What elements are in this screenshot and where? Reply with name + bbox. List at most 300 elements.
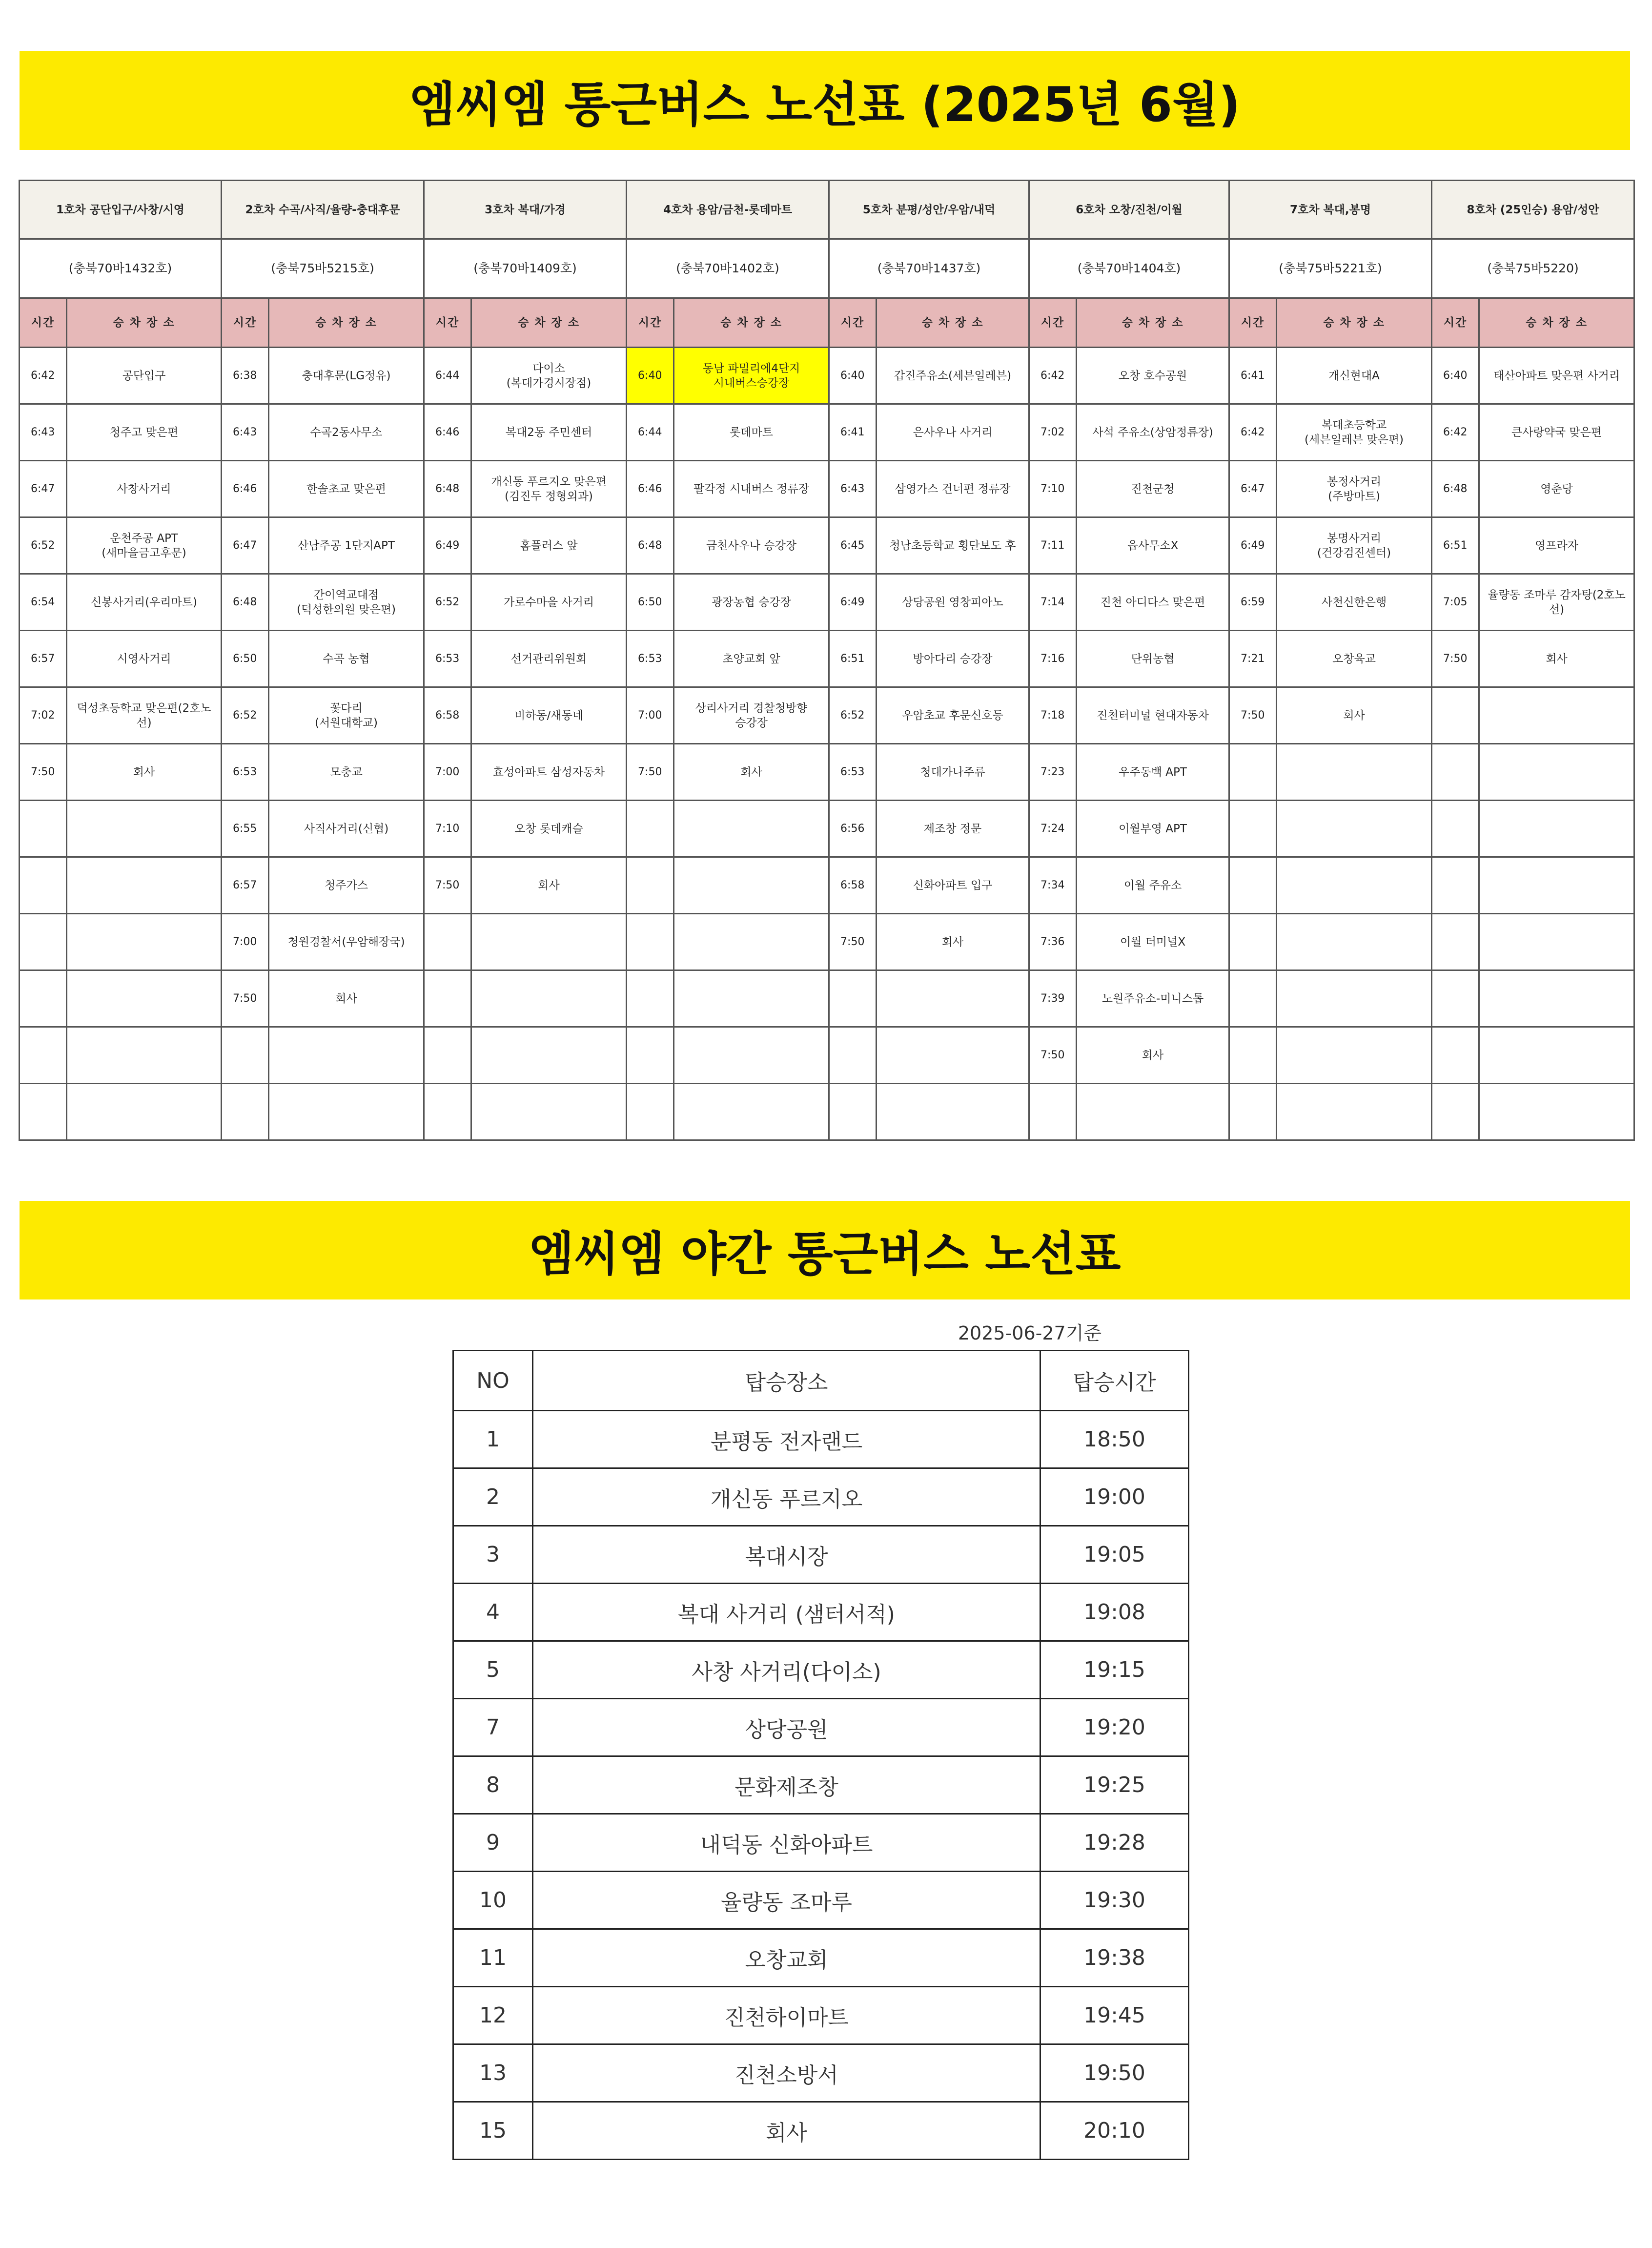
stop-time: 6:46 (424, 404, 471, 461)
stop-place: 우암초교 후문신호등 (877, 687, 1029, 744)
stop-place: 꽃다리 (서원대학교) (269, 687, 424, 744)
table-row (453, 1814, 1189, 1872)
time-header: 시간 (829, 298, 877, 348)
stop-place (1479, 687, 1634, 744)
night-stop-number: 3 (453, 1526, 533, 1584)
night-no-header: NO (453, 1351, 533, 1411)
stop-time (424, 1027, 471, 1084)
stop-time: 6:49 (829, 574, 877, 631)
stop-place (1277, 744, 1432, 801)
time-header: 시간 (222, 298, 269, 348)
stop-time: 6:43 (20, 404, 67, 461)
stop-place: 이월부영 APT (1077, 801, 1229, 857)
stop-time: 6:44 (627, 404, 674, 461)
table-row (453, 1756, 1189, 1814)
stop-time: 7:23 (1029, 744, 1077, 801)
stop-place: 청남초등학교 횡단보도 후 (877, 517, 1029, 574)
night-stop-place: 회사 (533, 2102, 1040, 2160)
night-stop-number: 12 (453, 1987, 533, 2044)
stop-time: 6:53 (222, 744, 269, 801)
place-header: 승 차 장 소 (1277, 298, 1432, 348)
stop-place (674, 801, 829, 857)
stop-place (674, 1027, 829, 1084)
stop-place: 수곡 농협 (269, 631, 424, 687)
stop-place: 수곡2동사무소 (269, 404, 424, 461)
stop-time: 6:49 (1229, 517, 1277, 574)
stop-place: 청주고 맞은편 (67, 404, 222, 461)
stop-time: 6:50 (627, 574, 674, 631)
stop-place (1479, 1027, 1634, 1084)
table-row (20, 574, 1634, 631)
table-row (453, 1468, 1189, 1526)
stop-time: 6:48 (627, 517, 674, 574)
stop-place: 롯데마트 (674, 404, 829, 461)
stop-place: 청대가나주류 (877, 744, 1029, 801)
night-stop-number: 15 (453, 2102, 533, 2160)
stop-place (1077, 1084, 1229, 1140)
stop-place: 영프라자 (1479, 517, 1634, 574)
stop-time (1432, 687, 1479, 744)
stop-time (1432, 1027, 1479, 1084)
stop-time (20, 914, 67, 970)
night-stop-number: 7 (453, 1699, 533, 1756)
night-stop-place: 내덕동 신화아파트 (533, 1814, 1040, 1872)
stop-time: 6:48 (222, 574, 269, 631)
stop-time: 6:47 (222, 517, 269, 574)
night-stop-place: 사창 사거리(다이소) (533, 1641, 1040, 1699)
night-stop-time: 19:50 (1040, 2044, 1189, 2102)
route-title-7: 7호차 복대,봉명 (1229, 181, 1432, 239)
stop-place: 회사 (471, 857, 627, 914)
stop-place: 팔각정 시내버스 정류장 (674, 461, 829, 517)
table-row (453, 2102, 1189, 2160)
stop-place: 다이소 (복대가경시장점) (471, 348, 627, 404)
stop-time: 7:50 (627, 744, 674, 801)
stop-place: 큰사랑약국 맞은편 (1479, 404, 1634, 461)
stop-place: 영춘당 (1479, 461, 1634, 517)
stop-place (269, 1027, 424, 1084)
night-stop-place: 상당공원 (533, 1699, 1040, 1756)
stop-time: 7:18 (1029, 687, 1077, 744)
stop-place: 제조창 정문 (877, 801, 1029, 857)
route-title-2: 2호차 수곡/사직/율량-충대후문 (222, 181, 424, 239)
stop-place: 가로수마을 사거리 (471, 574, 627, 631)
stop-time: 7:02 (20, 687, 67, 744)
stop-place: 모충교 (269, 744, 424, 801)
place-header: 승 차 장 소 (674, 298, 829, 348)
stop-time: 6:44 (424, 348, 471, 404)
stop-time: 6:57 (222, 857, 269, 914)
table-row (453, 1526, 1189, 1584)
stop-place (877, 1027, 1029, 1084)
route-title-4: 4호차 용암/금천-롯데마트 (627, 181, 829, 239)
stop-place: 효성아파트 삼성자동차 (471, 744, 627, 801)
stop-place (674, 914, 829, 970)
stop-place: 봉정사거리 (주방마트) (1277, 461, 1432, 517)
stop-place (1479, 857, 1634, 914)
stop-place: 신봉사거리(우리마트) (67, 574, 222, 631)
stop-place: 간이역교대점 (덕성한의원 맞은편) (269, 574, 424, 631)
night-stop-place: 개신동 푸르지오 (533, 1468, 1040, 1526)
night-stop-time: 19:00 (1040, 1468, 1189, 1526)
time-header: 시간 (627, 298, 674, 348)
place-header: 승 차 장 소 (269, 298, 424, 348)
stop-time: 6:42 (20, 348, 67, 404)
night-stop-place: 문화제조창 (533, 1756, 1040, 1814)
stop-time: 6:58 (424, 687, 471, 744)
stop-place (67, 857, 222, 914)
stop-time (1229, 801, 1277, 857)
stop-time (222, 1027, 269, 1084)
stop-time: 7:34 (1029, 857, 1077, 914)
stop-place: 개신현대A (1277, 348, 1432, 404)
stop-time: 7:00 (627, 687, 674, 744)
stop-place: 은사우나 사거리 (877, 404, 1029, 461)
stop-time: 6:42 (1229, 404, 1277, 461)
route-plate-7: (충북75바5221호) (1229, 239, 1432, 298)
stop-time (20, 970, 67, 1027)
night-stop-time: 19:45 (1040, 1987, 1189, 2044)
stop-place: 회사 (877, 914, 1029, 970)
route-title-6: 6호차 오창/진천/이월 (1029, 181, 1229, 239)
place-header: 승 차 장 소 (1077, 298, 1229, 348)
stop-time: 7:50 (424, 857, 471, 914)
stop-time: 6:55 (222, 801, 269, 857)
stop-place: 운천주공 APT (새마을금고후문) (67, 517, 222, 574)
stop-place (1277, 970, 1432, 1027)
night-title-banner (20, 1201, 1630, 1299)
stop-time: 7:50 (829, 914, 877, 970)
route-plate-3: (충북70바1409호) (424, 239, 627, 298)
night-time-header: 탑승시간 (1040, 1351, 1189, 1411)
stop-time (627, 801, 674, 857)
stop-time (1432, 744, 1479, 801)
stop-place (1277, 1084, 1432, 1140)
stop-time: 6:53 (424, 631, 471, 687)
stop-place (67, 914, 222, 970)
place-header: 승 차 장 소 (471, 298, 627, 348)
stop-time (829, 1027, 877, 1084)
table-row (20, 1027, 1634, 1084)
stop-place (67, 970, 222, 1027)
stop-place: 사직사거리(신협) (269, 801, 424, 857)
stop-place: 오창육교 (1277, 631, 1432, 687)
stop-time: 7:00 (222, 914, 269, 970)
stop-time: 6:57 (20, 631, 67, 687)
stop-time: 6:53 (829, 744, 877, 801)
stop-place: 시영사거리 (67, 631, 222, 687)
place-header: 승 차 장 소 (67, 298, 222, 348)
stop-time: 7:36 (1029, 914, 1077, 970)
stop-place: 신화아파트 입구 (877, 857, 1029, 914)
stop-time: 6:53 (627, 631, 674, 687)
night-stop-time: 20:10 (1040, 2102, 1189, 2160)
stop-time: 6:50 (222, 631, 269, 687)
stop-place (471, 1027, 627, 1084)
night-stop-place: 율량동 조마루 (533, 1872, 1040, 1929)
stop-time: 7:50 (1229, 687, 1277, 744)
stop-place (1479, 801, 1634, 857)
night-stop-number: 4 (453, 1584, 533, 1641)
stop-place: 한솔초교 맞은편 (269, 461, 424, 517)
stop-time: 6:40 (829, 348, 877, 404)
table-row (453, 1929, 1189, 1987)
stop-time (424, 1084, 471, 1140)
stop-time: 7:50 (20, 744, 67, 801)
stop-time: 6:59 (1229, 574, 1277, 631)
stop-time: 6:51 (1432, 517, 1479, 574)
stop-place: 회사 (674, 744, 829, 801)
table-row (453, 1699, 1189, 1756)
stop-place: 초양교회 앞 (674, 631, 829, 687)
stop-time (1432, 801, 1479, 857)
stop-time: 6:40 (627, 348, 674, 404)
stop-time (424, 914, 471, 970)
stop-time: 7:10 (1029, 461, 1077, 517)
stop-time (627, 914, 674, 970)
night-stop-time: 19:15 (1040, 1641, 1189, 1699)
reference-date: 2025-06-27기준 (958, 1322, 1102, 1344)
stop-place: 읍사무소X (1077, 517, 1229, 574)
stop-time (1432, 970, 1479, 1027)
stop-time: 7:14 (1029, 574, 1077, 631)
stop-time (829, 970, 877, 1027)
stop-place (674, 857, 829, 914)
stop-place (1479, 914, 1634, 970)
stop-time: 6:43 (222, 404, 269, 461)
table-row (20, 517, 1634, 574)
table-row (453, 1584, 1189, 1641)
stop-time: 6:54 (20, 574, 67, 631)
stop-place (471, 970, 627, 1027)
stop-place (1479, 744, 1634, 801)
stop-time: 6:56 (829, 801, 877, 857)
route-plate-2: (충북75바5215호) (222, 239, 424, 298)
stop-place (67, 1027, 222, 1084)
stop-place (1277, 1027, 1432, 1084)
route-title-3: 3호차 복대/가경 (424, 181, 627, 239)
stop-time: 6:52 (424, 574, 471, 631)
place-header: 승 차 장 소 (877, 298, 1029, 348)
stop-time: 7:24 (1029, 801, 1077, 857)
stop-time (1229, 744, 1277, 801)
stop-place: 봉명사거리 (건강검진센터) (1277, 517, 1432, 574)
stop-time: 7:02 (1029, 404, 1077, 461)
route-plate-8: (충북75바5220) (1432, 239, 1634, 298)
night-stop-number: 11 (453, 1929, 533, 1987)
night-stop-number: 8 (453, 1756, 533, 1814)
stop-time (829, 1084, 877, 1140)
stop-place: 사석 주유소(상암정류장) (1077, 404, 1229, 461)
night-title: 엠씨엠 야간 통근버스 노선표 (529, 1226, 1121, 1281)
time-header: 시간 (1432, 298, 1479, 348)
stop-place: 진천 아디다스 맞은편 (1077, 574, 1229, 631)
time-header: 시간 (1029, 298, 1077, 348)
stop-place (1479, 970, 1634, 1027)
stop-place: 덕성초등학교 맞은편(2호노선) (67, 687, 222, 744)
stop-place: 회사 (1479, 631, 1634, 687)
night-stop-number: 5 (453, 1641, 533, 1699)
route-title-5: 5호차 분평/성안/우암/내덕 (829, 181, 1029, 239)
route-title-1: 1호차 공단입구/사창/시영 (20, 181, 222, 239)
night-stop-time: 19:30 (1040, 1872, 1189, 1929)
table-row (453, 1641, 1189, 1699)
table-row (20, 970, 1634, 1027)
stop-place (67, 1084, 222, 1140)
route-plate-5: (충북70바1437호) (829, 239, 1029, 298)
night-place-header: 탑승장소 (533, 1351, 1040, 1411)
stop-time (1229, 914, 1277, 970)
stop-time: 6:49 (424, 517, 471, 574)
time-header: 시간 (424, 298, 471, 348)
stop-time: 6:41 (829, 404, 877, 461)
table-row (20, 801, 1634, 857)
night-stop-place: 진천소방서 (533, 2044, 1040, 2102)
stop-time (222, 1084, 269, 1140)
stop-place (1277, 801, 1432, 857)
stop-place: 단위농협 (1077, 631, 1229, 687)
stop-time: 6:52 (20, 517, 67, 574)
night-stop-number: 13 (453, 2044, 533, 2102)
table-row (453, 1872, 1189, 1929)
stop-time (20, 801, 67, 857)
stop-place: 복대초등학교 (세븐일레븐 맞은편) (1277, 404, 1432, 461)
stop-time (1432, 914, 1479, 970)
stop-place: 오창 호수공원 (1077, 348, 1229, 404)
stop-time: 7:11 (1029, 517, 1077, 574)
stop-place: 동남 파밀리에4단지 시내버스승강장 (674, 348, 829, 404)
stop-place: 개신동 푸르지오 맞은편 (김진두 정형외과) (471, 461, 627, 517)
stop-place: 태산아파트 맞은편 사거리 (1479, 348, 1634, 404)
table-row (20, 631, 1634, 687)
stop-place: 선거관리위원회 (471, 631, 627, 687)
stop-time: 6:46 (627, 461, 674, 517)
time-header: 시간 (1229, 298, 1277, 348)
stop-time (627, 970, 674, 1027)
morning-bus-table (19, 180, 1635, 1141)
stop-time: 6:48 (1432, 461, 1479, 517)
route-plate-4: (충북70바1402호) (627, 239, 829, 298)
stop-place: 율량동 조마루 감자탕(2호노선) (1479, 574, 1634, 631)
stop-time: 6:42 (1029, 348, 1077, 404)
stop-place: 회사 (1077, 1027, 1229, 1084)
stop-time (20, 1027, 67, 1084)
stop-time: 6:58 (829, 857, 877, 914)
night-stop-time: 19:38 (1040, 1929, 1189, 1987)
stop-time: 6:43 (829, 461, 877, 517)
stop-place: 상리사거리 경찰청방향 승강장 (674, 687, 829, 744)
table-row (20, 687, 1634, 744)
table-row (453, 1987, 1189, 2044)
stop-time (1229, 970, 1277, 1027)
time-header: 시간 (20, 298, 67, 348)
night-bus-table (452, 1350, 1189, 2160)
night-stop-place: 오창교회 (533, 1929, 1040, 1987)
stop-place: 삼영가스 건너편 정류장 (877, 461, 1029, 517)
stop-time (1229, 857, 1277, 914)
stop-place: 홈플러스 앞 (471, 517, 627, 574)
stop-place (877, 1084, 1029, 1140)
table-row (20, 461, 1634, 517)
table-row (20, 404, 1634, 461)
stop-time: 7:16 (1029, 631, 1077, 687)
morning-title: 엠씨엠 통근버스 노선표 (2025년 6월) (409, 77, 1241, 133)
route-plate-1: (충북70바1432호) (20, 239, 222, 298)
place-header: 승 차 장 소 (1479, 298, 1634, 348)
stop-place: 이월 주유소 (1077, 857, 1229, 914)
stop-time: 6:46 (222, 461, 269, 517)
night-stop-place: 복대 사거리 (샘터서적) (533, 1584, 1040, 1641)
stop-place (471, 914, 627, 970)
stop-place: 우주동백 APT (1077, 744, 1229, 801)
stop-place: 금천사우나 승강장 (674, 517, 829, 574)
night-stop-place: 진천하이마트 (533, 1987, 1040, 2044)
stop-time: 6:45 (829, 517, 877, 574)
stop-place: 복대2동 주민센터 (471, 404, 627, 461)
stop-place: 노원주유소-미니스톱 (1077, 970, 1229, 1027)
stop-place: 진천군청 (1077, 461, 1229, 517)
stop-time: 6:41 (1229, 348, 1277, 404)
night-stop-place: 복대시장 (533, 1526, 1040, 1584)
route-plate-6: (충북70바1404호) (1029, 239, 1229, 298)
table-row (20, 857, 1634, 914)
stop-place: 산남주공 1단지APT (269, 517, 424, 574)
stop-place: 진천터미널 현대자동차 (1077, 687, 1229, 744)
route-title-8: 8호차 (25인승) 용암/성안 (1432, 181, 1634, 239)
stop-time: 7:10 (424, 801, 471, 857)
night-stop-place: 분평동 전자랜드 (533, 1411, 1040, 1468)
night-stop-number: 1 (453, 1411, 533, 1468)
stop-time: 6:40 (1432, 348, 1479, 404)
stop-place (67, 801, 222, 857)
stop-place: 청주가스 (269, 857, 424, 914)
night-stop-number: 2 (453, 1468, 533, 1526)
stop-time (1229, 1027, 1277, 1084)
stop-time: 7:50 (1432, 631, 1479, 687)
stop-time (20, 857, 67, 914)
stop-place (1277, 914, 1432, 970)
table-row (453, 2044, 1189, 2102)
stop-time (424, 970, 471, 1027)
stop-time (1432, 857, 1479, 914)
stop-place: 청원경찰서(우암해장국) (269, 914, 424, 970)
stop-place: 충대후문(LG정유) (269, 348, 424, 404)
stop-place: 갑진주유소(세븐일레븐) (877, 348, 1029, 404)
night-stop-time: 19:08 (1040, 1584, 1189, 1641)
stop-time: 7:21 (1229, 631, 1277, 687)
table-row (20, 1084, 1634, 1140)
stop-place: 회사 (1277, 687, 1432, 744)
table-row (453, 1411, 1189, 1468)
stop-time: 7:50 (222, 970, 269, 1027)
stop-place (1479, 1084, 1634, 1140)
stop-place: 상당공원 영창피아노 (877, 574, 1029, 631)
stop-time: 6:52 (829, 687, 877, 744)
stop-time: 6:52 (222, 687, 269, 744)
stop-place (877, 970, 1029, 1027)
stop-place (269, 1084, 424, 1140)
stop-place: 회사 (67, 744, 222, 801)
stop-place: 오창 롯데캐슬 (471, 801, 627, 857)
stop-place (471, 1084, 627, 1140)
stop-place: 비하동/새동네 (471, 687, 627, 744)
stop-time: 6:47 (20, 461, 67, 517)
stop-place: 사창사거리 (67, 461, 222, 517)
stop-time: 6:42 (1432, 404, 1479, 461)
night-stop-number: 9 (453, 1814, 533, 1872)
stop-place (674, 1084, 829, 1140)
stop-time: 6:51 (829, 631, 877, 687)
